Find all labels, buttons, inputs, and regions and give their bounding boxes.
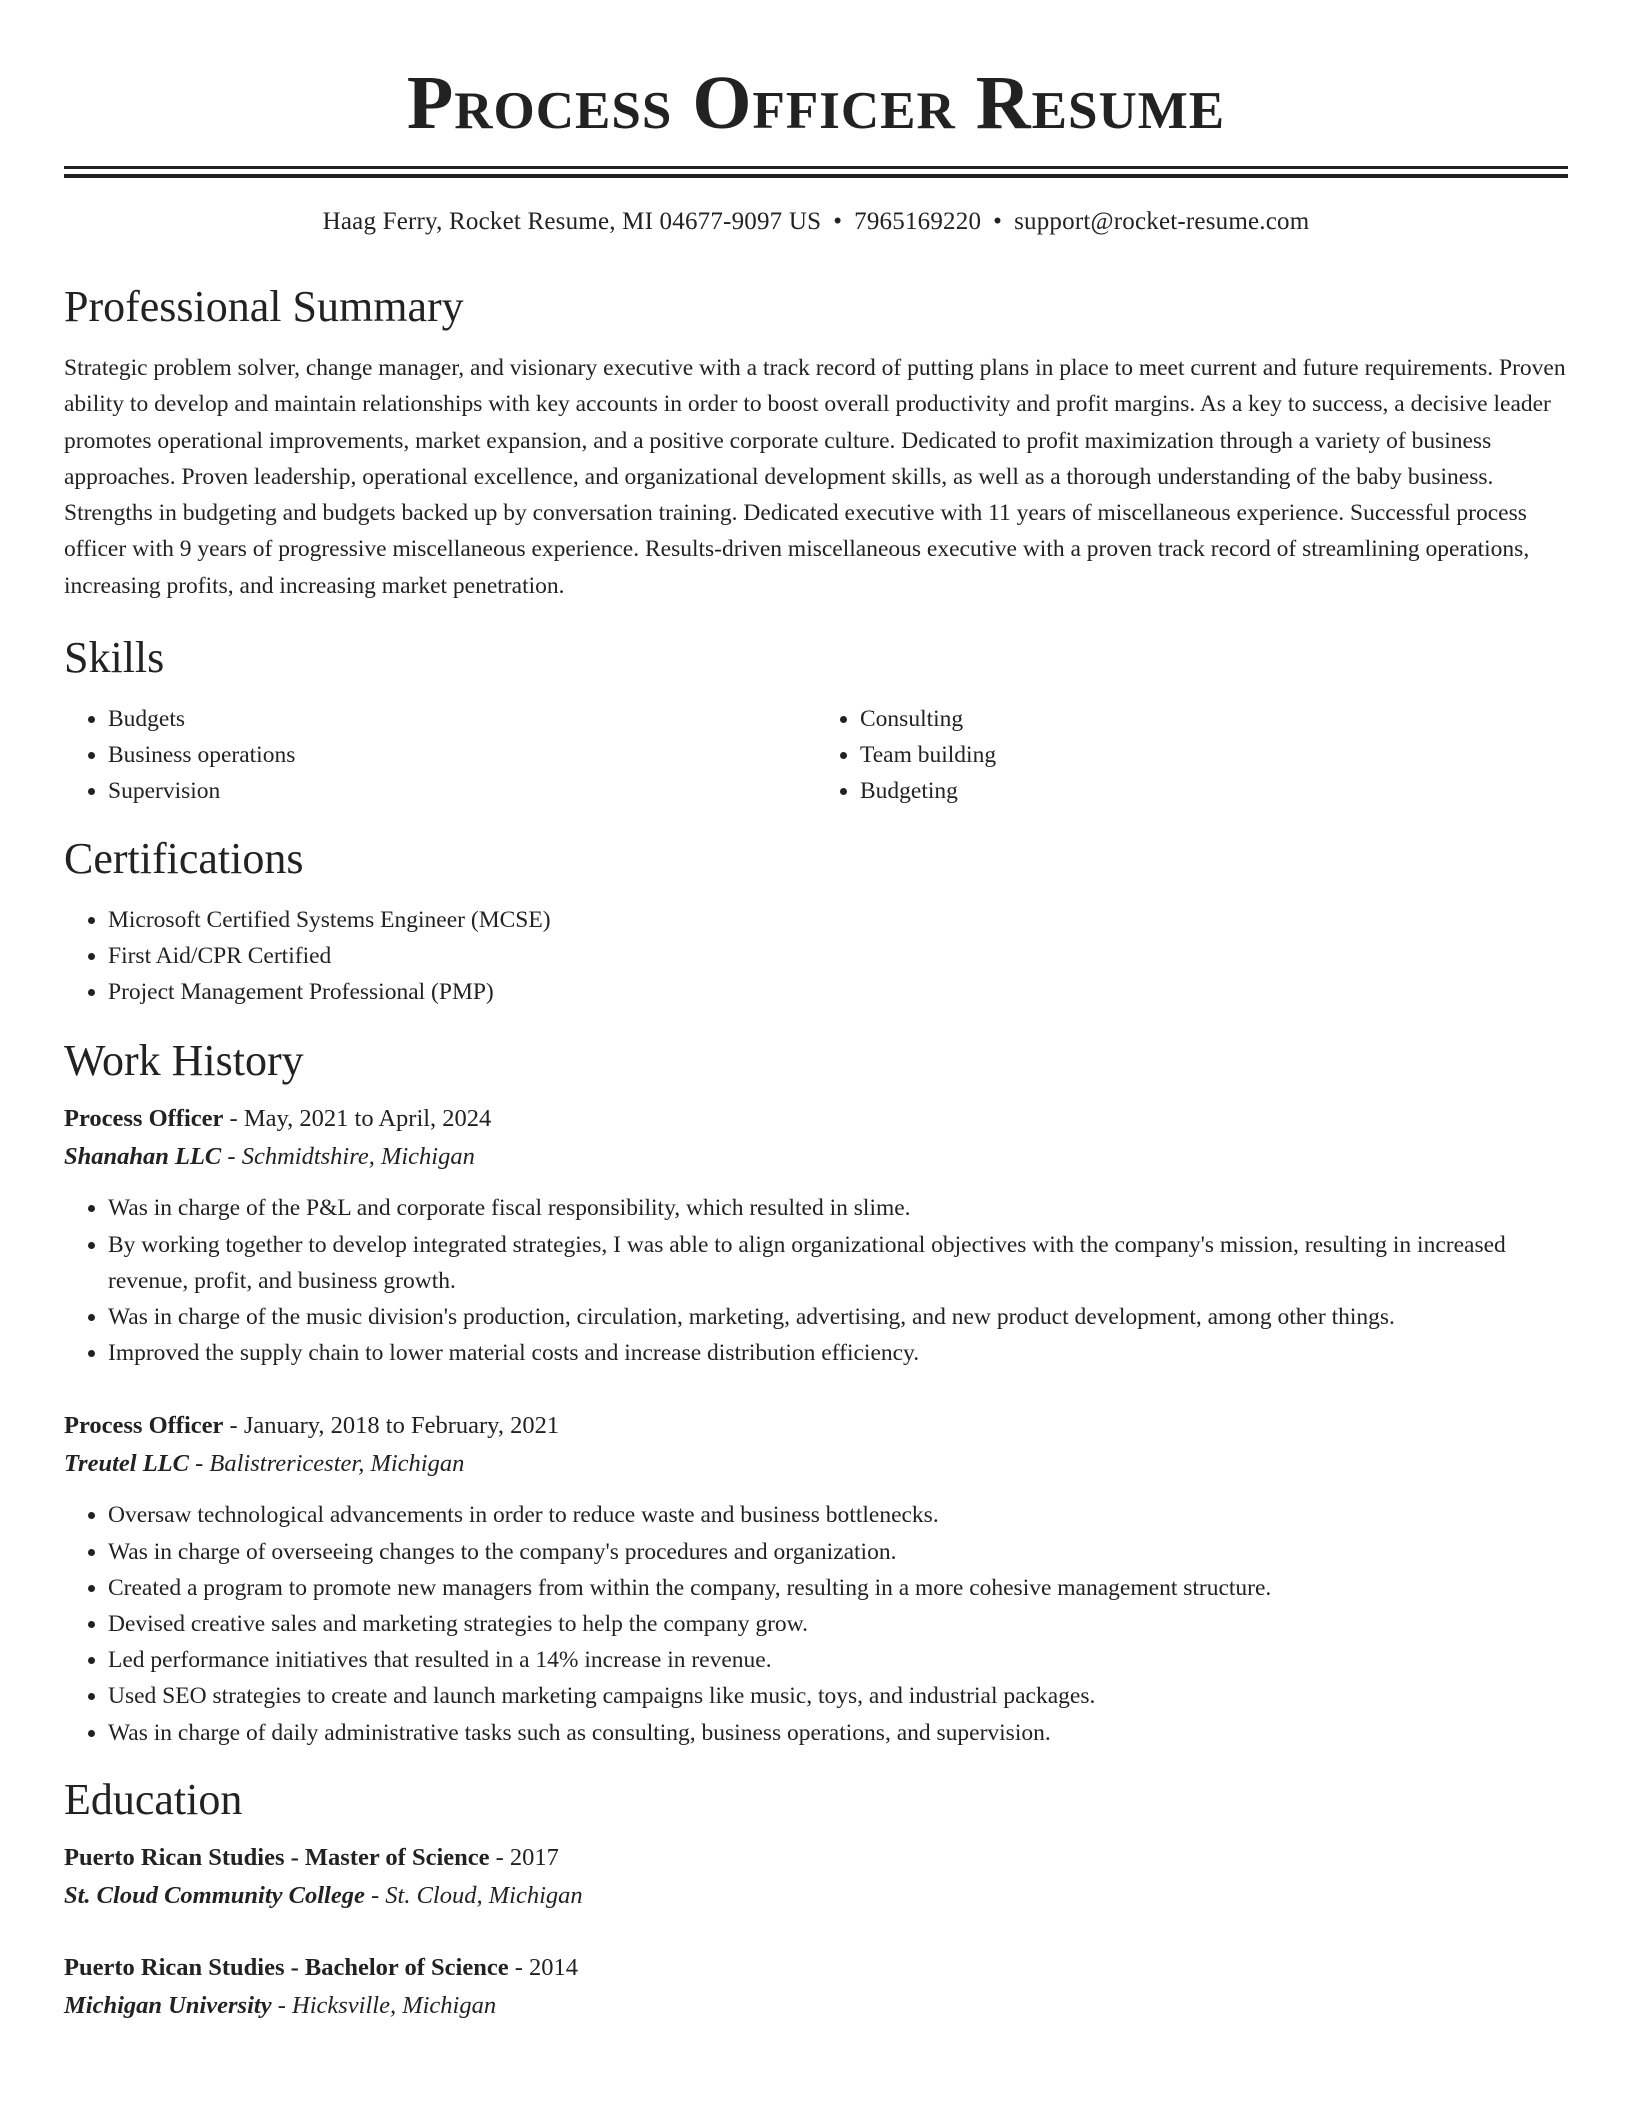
skills-list-left [64, 701, 816, 810]
skills-heading: Skills [64, 633, 165, 683]
education-school: St. Cloud Community College [64, 1881, 365, 1909]
job-bullet: • Led performance initiatives that resulted in a 14% increase in revenue. [108, 1642, 1568, 1678]
skill-item: • Consulting [860, 701, 1568, 737]
job-bullet: • Oversaw technological advancements in order to reduce waste and business bottlenecks. [108, 1497, 1568, 1533]
job-entry [64, 1100, 1568, 1371]
education-school: Michigan University [64, 1991, 272, 2019]
job-company-line [64, 1138, 1568, 1176]
contact-phone: 7965169220 [854, 208, 982, 235]
job-responsibilities [64, 1497, 1568, 1750]
education-degree: Puerto Rican Studies - Bachelor of Science [64, 1953, 509, 1981]
job-responsibilities [64, 1190, 1568, 1371]
education-year: - 2017 [489, 1843, 559, 1871]
skill-item: • Supervision [108, 773, 816, 809]
job-bullet: • Used SEO strategies to create and launch marketing campaigns like music, toys, and industrial packages. [108, 1678, 1568, 1714]
job-location: - Schmidtshire, Michigan [221, 1143, 475, 1171]
skill-item: • Budgeting [860, 773, 1568, 809]
summary-text: Strategic problem solver, change manager, and visionary executive with a track record of putting plans in place to meet current and future requirements. Proven ability to develop and maintain relationships with key accounts in order to boost overall productivity and profit margins. As a key to success, a decisive leader promotes operational improvements, market expansion, and a positive corporate culture. Dedicated to profit maximization through a variety of business approaches. Proven leadership, operational excellence, and organizational development skills, as well as a thorough understanding of the baby business. Strengths in budgeting and budgets backed up by conversation training. Dedicated executive with 11 years of miscellaneous experience. Successful process officer with 9 years of progressive miscellaneous experience. Results-driven miscellaneous executive with a proven track record of streamlining operations, increasing profits, and increasing market penetration. [64, 355, 1566, 599]
job-bullet: • Was in charge of overseeing changes to the company's procedures and organization. [108, 1534, 1568, 1570]
education-school-line [64, 1987, 1568, 2025]
skill-item: • Budgets [108, 701, 816, 737]
job-bullet: • By working together to develop integrated strategies, I was able to align organizational objectives with the company's mission, resulting in increased revenue, profit, and business growth. [108, 1227, 1568, 1299]
education-entry [64, 1839, 1568, 1915]
job-title: Process Officer [64, 1412, 224, 1440]
job-title: Process Officer [64, 1105, 224, 1133]
contact-separator: • [993, 208, 1003, 235]
job-company-line [64, 1445, 1568, 1483]
job-title-line [64, 1407, 1568, 1445]
contact-info [64, 205, 1568, 239]
education-entry [64, 1949, 1568, 2025]
education-location: - Hicksville, Michigan [271, 1991, 497, 2019]
certifications-list [64, 902, 1568, 1011]
skills-column-right [816, 701, 1568, 810]
job-bullet: • Was in charge of the music division's production, circulation, marketing, advertising, and new product development, among other things. [108, 1299, 1568, 1335]
summary-heading: Professional Summary [64, 282, 464, 331]
job-company: Treutel LLC [64, 1450, 189, 1478]
contact-email[interactable]: support@rocket-resume.com [1014, 208, 1310, 235]
skills-grid [64, 701, 1568, 810]
job-title-line [64, 1100, 1568, 1138]
contact-address: Haag Ferry, Rocket Resume, MI 04677-9097 US [322, 208, 822, 235]
title-divider [64, 166, 1568, 178]
job-entry [64, 1407, 1568, 1750]
skill-item: • Business operations [108, 737, 816, 773]
job-dates: - January, 2018 to February, 2021 [223, 1412, 560, 1440]
certification-item: • Project Management Professional (PMP) [108, 974, 1568, 1010]
education-year: - 2014 [508, 1953, 578, 1981]
skills-list-right [816, 701, 1568, 810]
job-bullet: • Improved the supply chain to lower material costs and increase distribution efficiency. [108, 1335, 1568, 1371]
job-location: - Balistrericester, Michigan [188, 1450, 465, 1478]
job-bullet: • Was in charge of daily administrative tasks such as consulting, business operations, and supervision. [108, 1715, 1568, 1751]
education-degree-line [64, 1839, 1568, 1877]
certification-item: • Microsoft Certified Systems Engineer (MCSE) [108, 902, 1568, 938]
education-location: - St. Cloud, Michigan [364, 1881, 583, 1909]
job-bullet: • Was in charge of the P&L and corporate fiscal responsibility, which resulted in slime. [108, 1190, 1568, 1226]
work-history-heading: Work History [64, 1036, 304, 1086]
education-heading: Education [64, 1774, 243, 1824]
education-school-line [64, 1877, 1568, 1915]
skills-column-left [64, 701, 816, 810]
education-degree-line [64, 1949, 1568, 1987]
certification-item: • First Aid/CPR Certified [108, 938, 1568, 974]
education-degree: Puerto Rican Studies - Master of Science [64, 1843, 490, 1871]
skill-item: • Team building [860, 737, 1568, 773]
job-bullet: • Created a program to promote new managers from within the company, resulting in a more cohesive management structure. [108, 1570, 1568, 1606]
job-dates: - May, 2021 to April, 2024 [223, 1105, 492, 1133]
job-company: Shanahan LLC [64, 1143, 222, 1171]
job-bullet: • Devised creative sales and marketing strategies to help the company grow. [108, 1606, 1568, 1642]
contact-separator: • [833, 208, 843, 235]
resume-title: Process Officer Resume [406, 61, 1226, 145]
certifications-heading: Certifications [64, 833, 304, 883]
